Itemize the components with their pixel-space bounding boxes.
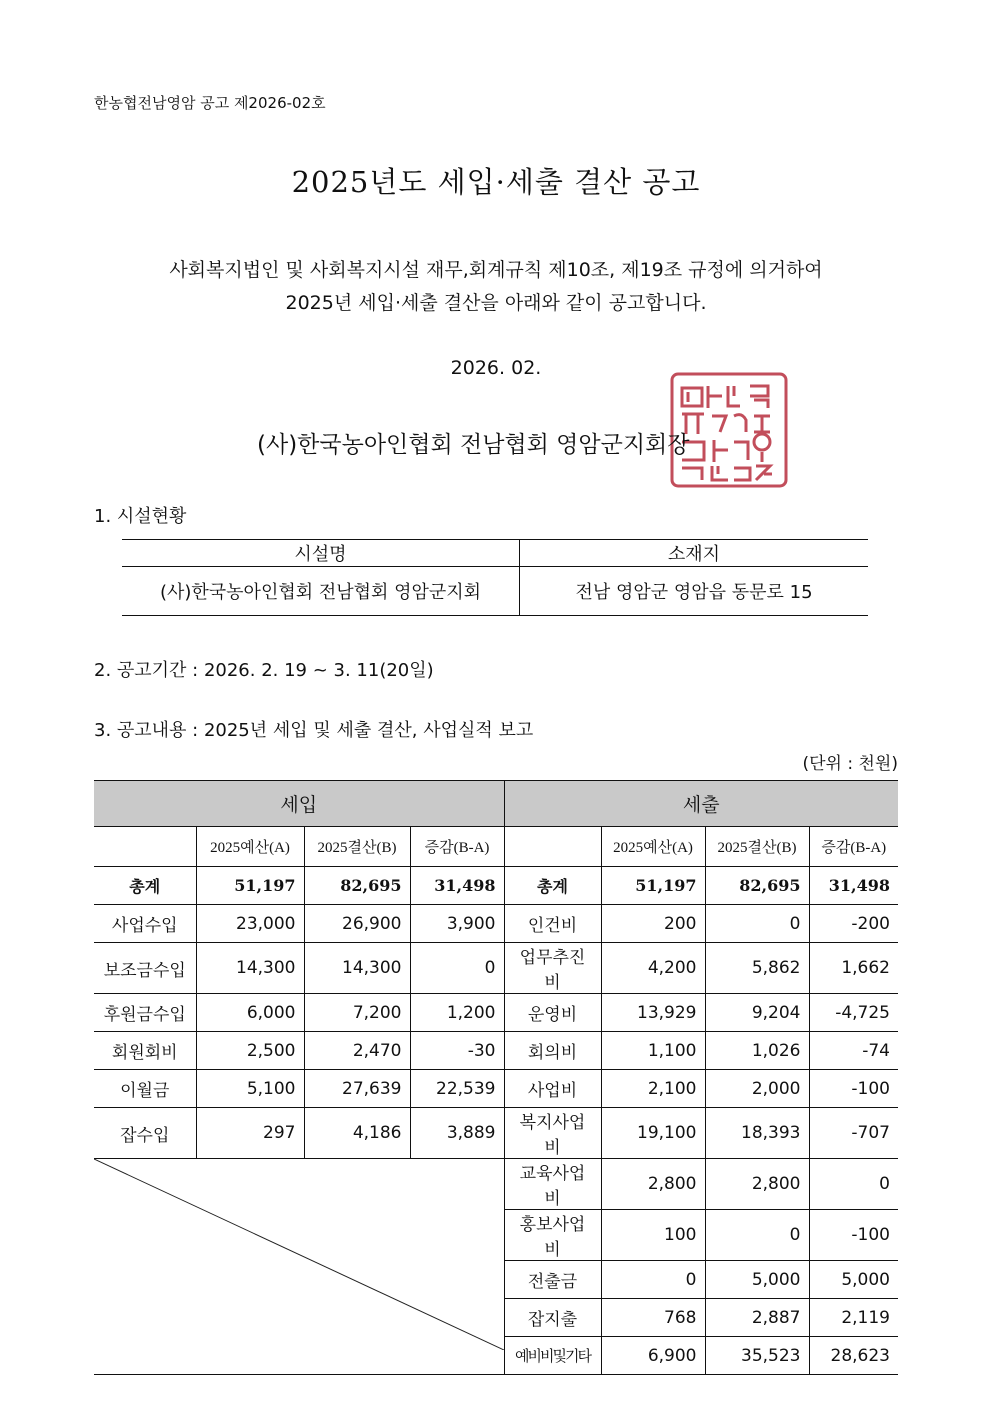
expense-item-budget: 2,100	[601, 1070, 705, 1108]
expense-group-header: 세출	[504, 781, 898, 827]
expense-col-diff: 증감(B-A)	[809, 827, 898, 867]
expense-col-item	[504, 827, 601, 867]
table-row	[94, 905, 898, 943]
expense-item-budget: 2,800	[601, 1159, 705, 1210]
expense-item-diff: 0	[809, 1159, 898, 1210]
revenue-total-actual: 82,695	[304, 867, 410, 905]
facility-name: (사)한국농아인협회 전남협회 영암군지회	[122, 567, 520, 616]
expense-item-actual: 2,000	[705, 1070, 809, 1108]
revenue-col-budget: 2025예산(A)	[196, 827, 304, 867]
revenue-item-diff: 22,539	[410, 1070, 504, 1108]
revenue-item-diff: 3,889	[410, 1108, 504, 1159]
expense-item-name: 복지사업비	[504, 1108, 601, 1159]
finance-table	[94, 780, 898, 1375]
table-row	[94, 1159, 898, 1210]
revenue-item-diff: 1,200	[410, 994, 504, 1032]
expense-item-budget: 4,200	[601, 943, 705, 994]
expense-item-budget: 1,100	[601, 1032, 705, 1070]
revenue-col-diff: 증감(B-A)	[410, 827, 504, 867]
expense-item-actual: 0	[705, 1210, 809, 1261]
expense-item-actual: 1,026	[705, 1032, 809, 1070]
revenue-item-budget: 5,100	[196, 1070, 304, 1108]
expense-total-budget: 51,197	[601, 867, 705, 905]
section-facility-heading: 1. 시설현황	[94, 506, 187, 527]
expense-item-diff: -100	[809, 1070, 898, 1108]
revenue-item-name: 사업수입	[94, 905, 196, 943]
expense-item-actual: 0	[705, 905, 809, 943]
table-row	[94, 994, 898, 1032]
revenue-item-name: 보조금수입	[94, 943, 196, 994]
revenue-total-diff: 31,498	[410, 867, 504, 905]
expense-item-actual: 2,887	[705, 1299, 809, 1337]
expense-item-name: 업무추진비	[504, 943, 601, 994]
facility-header-location: 소재지	[520, 540, 869, 567]
expense-item-budget: 100	[601, 1210, 705, 1261]
revenue-col-actual: 2025결산(B)	[304, 827, 410, 867]
revenue-col-item	[94, 827, 196, 867]
table-row	[94, 1108, 898, 1159]
revenue-item-actual: 14,300	[304, 943, 410, 994]
expense-item-diff: -200	[809, 905, 898, 943]
revenue-item-name: 회원회비	[94, 1032, 196, 1070]
revenue-item-diff: 3,900	[410, 905, 504, 943]
signer-name: (사)한국농아인협회 전남협회 영암군지회장	[257, 432, 690, 458]
expense-item-actual: 35,523	[705, 1337, 809, 1375]
expense-item-diff: -74	[809, 1032, 898, 1070]
revenue-item-actual: 2,470	[304, 1032, 410, 1070]
revenue-item-actual: 27,639	[304, 1070, 410, 1108]
facility-location: 전남 영암군 영암읍 동문로 15	[520, 567, 869, 616]
document-number: 한농협전남영암 공고 제2026-02호	[94, 94, 326, 112]
revenue-item-diff: -30	[410, 1032, 504, 1070]
revenue-item-budget: 2,500	[196, 1032, 304, 1070]
expense-col-budget: 2025예산(A)	[601, 827, 705, 867]
section-period: 2. 공고기간 : 2026. 2. 19 ~ 3. 11(20일)	[94, 660, 434, 681]
notice-date: 2026. 02.	[450, 357, 542, 379]
revenue-item-name: 이월금	[94, 1070, 196, 1108]
facility-table	[122, 539, 868, 616]
table-row-total	[94, 867, 898, 905]
revenue-item-budget: 297	[196, 1108, 304, 1159]
expense-item-actual: 5,862	[705, 943, 809, 994]
section-content: 3. 공고내용 : 2025년 세입 및 세출 결산, 사업실적 보고	[94, 720, 534, 741]
expense-item-name: 교육사업비	[504, 1159, 601, 1210]
expense-item-actual: 5,000	[705, 1261, 809, 1299]
expense-item-budget: 19,100	[601, 1108, 705, 1159]
revenue-item-budget: 23,000	[196, 905, 304, 943]
page-title: 2025년도 세입·세출 결산 공고	[291, 165, 701, 199]
table-row	[94, 1032, 898, 1070]
revenue-group-header: 세입	[94, 781, 504, 827]
expense-item-name: 잡지출	[504, 1299, 601, 1337]
expense-item-budget: 0	[601, 1261, 705, 1299]
expense-item-name: 운영비	[504, 994, 601, 1032]
expense-item-name: 전출금	[504, 1261, 601, 1299]
expense-total-label: 총계	[504, 867, 601, 905]
expense-item-diff: 1,662	[809, 943, 898, 994]
expense-total-actual: 82,695	[705, 867, 809, 905]
expense-item-actual: 18,393	[705, 1108, 809, 1159]
diagonal-line-icon	[94, 1159, 504, 1350]
expense-item-name: 사업비	[504, 1070, 601, 1108]
expense-col-actual: 2025결산(B)	[705, 827, 809, 867]
revenue-item-budget: 14,300	[196, 943, 304, 994]
expense-item-name: 예비비및기타	[504, 1337, 601, 1375]
expense-item-budget: 6,900	[601, 1337, 705, 1375]
facility-header-name: 시설명	[122, 540, 520, 567]
expense-item-diff: 2,119	[809, 1299, 898, 1337]
expense-item-diff: -707	[809, 1108, 898, 1159]
expense-item-budget: 200	[601, 905, 705, 943]
revenue-item-actual: 26,900	[304, 905, 410, 943]
table-row	[94, 943, 898, 994]
revenue-item-actual: 7,200	[304, 994, 410, 1032]
expense-item-diff: -4,725	[809, 994, 898, 1032]
expense-item-budget: 768	[601, 1299, 705, 1337]
expense-item-diff: -100	[809, 1210, 898, 1261]
revenue-item-name: 후원금수입	[94, 994, 196, 1032]
expense-item-diff: 5,000	[809, 1261, 898, 1299]
revenue-item-actual: 4,186	[304, 1108, 410, 1159]
expense-item-budget: 13,929	[601, 994, 705, 1032]
expense-item-actual: 9,204	[705, 994, 809, 1032]
unit-label: (단위 : 천원)	[802, 754, 898, 774]
expense-item-diff: 28,623	[809, 1337, 898, 1375]
expense-item-name: 인건비	[504, 905, 601, 943]
empty-diagonal-cell	[94, 1159, 504, 1375]
expense-item-actual: 2,800	[705, 1159, 809, 1210]
revenue-item-budget: 6,000	[196, 994, 304, 1032]
table-row	[94, 1070, 898, 1108]
revenue-total-label: 총계	[94, 867, 196, 905]
expense-item-name: 홍보사업비	[504, 1210, 601, 1261]
revenue-item-diff: 0	[410, 943, 504, 994]
expense-item-name: 회의비	[504, 1032, 601, 1070]
revenue-item-name: 잡수입	[94, 1108, 196, 1159]
intro-line-2: 2025년 세입·세출 결산을 아래와 같이 공고합니다.	[285, 292, 707, 314]
revenue-total-budget: 51,197	[196, 867, 304, 905]
intro-line-1: 사회복지법인 및 사회복지시설 재무,회계규칙 제10조, 제19조 규정에 의거하여	[169, 259, 823, 281]
expense-total-diff: 31,498	[809, 867, 898, 905]
